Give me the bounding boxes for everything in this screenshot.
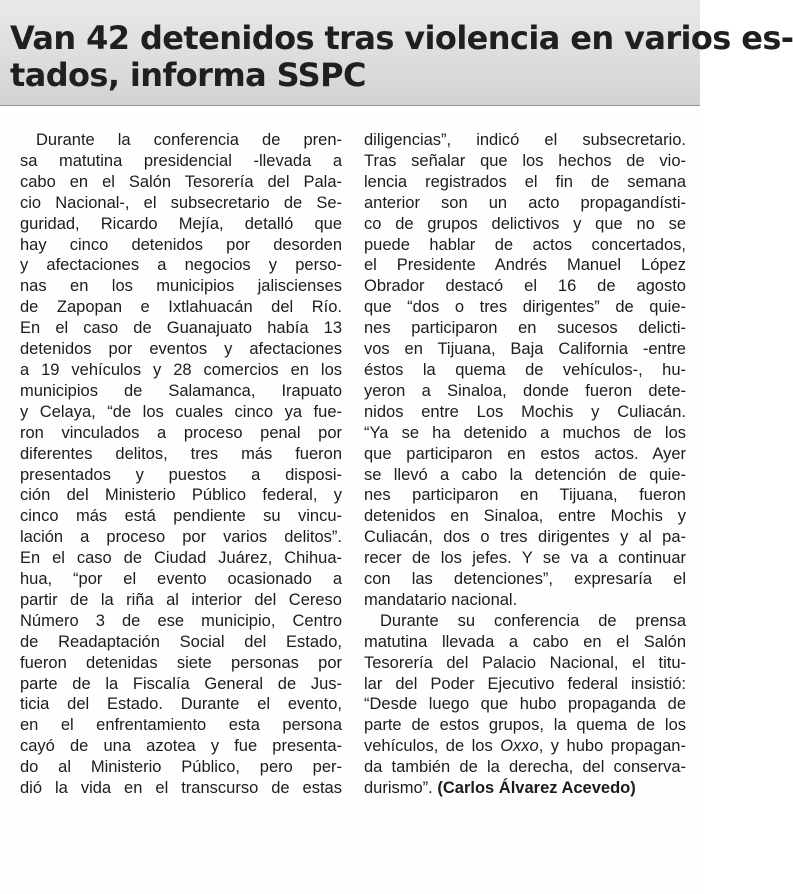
body-line: fueron detenidas siete personas por (20, 653, 342, 672)
body-line: ticia del Estado. Durante el evento, (20, 695, 342, 714)
body-line: cinco más está pendiente su vincu- (20, 507, 342, 526)
body-line: recer de los jefes. Y se va a continuar (364, 549, 686, 568)
body-line: que participaron en estos actos. Ayer (364, 444, 686, 463)
body-line: que “dos o tres dirigentes” de quie- (364, 298, 686, 317)
article-body (0, 106, 700, 894)
body-line: lación a proceso por varios delitos”. (20, 528, 342, 547)
body-line: diligencias”, indicó el subsecretario. (364, 131, 686, 149)
author-signature: (Carlos Álvarez Acevedo) (437, 779, 636, 798)
body-line: nidos entre Los Mochis y Culiacán. (364, 402, 686, 421)
body-line: ron vinculados a proceso penal por (20, 423, 342, 442)
body-line: nes participaron en sucesos delicti- (364, 319, 686, 338)
body-line: yeron a Sinaloa, donde fueron dete- (364, 381, 686, 400)
closing-text: durismo”. (364, 779, 438, 798)
body-line: matutina llevada a cabo en el Salón (364, 632, 686, 651)
body-line: municipios de Salamanca, Irapuato (20, 381, 342, 400)
body-line: Durante su conferencia de prensa (380, 611, 686, 630)
headline-line: tados, informa SSPC (10, 56, 366, 94)
body-line: en el enfrentamiento esta persona (20, 716, 342, 735)
body-line: mandatario nacional. (364, 590, 518, 609)
body-line: sa matutina presidencial -llevada a (20, 151, 342, 170)
body-line: Culiacán, dos o tres dirigentes y al pa- (364, 528, 686, 547)
body-line: anterior son un acto propagandísti- (364, 193, 686, 212)
body-line: diferentes delitos, tres más fueron (20, 444, 342, 463)
body-line: Tras señalar que los hechos de vio- (364, 151, 686, 170)
body-line: hua, “por el evento ocasionado a (20, 570, 342, 589)
body-line: nes participaron en Tijuana, fueron (364, 486, 686, 505)
body-line: En el caso de Ciudad Juárez, Chihua- (20, 549, 342, 568)
body-line: Número 3 de ese municipio, Centro (20, 611, 342, 630)
body-line: de Zapopan e Ixtlahuacán del Río. (20, 298, 342, 317)
body-line: ción del Ministerio Público federal, y (20, 486, 342, 505)
body-line: se llevó a cabo la detención de quie- (364, 465, 686, 484)
body-line: hay cinco detenidos por desorden (20, 235, 342, 254)
body-line: el Presidente Andrés Manuel López (364, 256, 686, 275)
body-line: vos en Tijuana, Baja California -entre (364, 340, 686, 359)
body-line: co de grupos delictivos y que no se (364, 214, 686, 233)
body-line: Durante la conferencia de pren- (36, 131, 342, 149)
body-line: presentados y puestos a disposi- (20, 465, 342, 484)
body-line: con las detenciones”, expresaría el (364, 570, 686, 589)
body-line: Tesorería del Palacio Nacional, el titu- (364, 653, 686, 672)
headline-line: Van 42 detenidos tras violencia en varios es- (10, 19, 793, 57)
body-line: dió la vida en el transcurso de estas (20, 779, 342, 798)
body-line: parte de estos grupos, la quema de los (364, 716, 686, 735)
body-line: cayó de una azotea y fue presenta- (20, 737, 342, 756)
body-line: Obrador destacó el 16 de agosto (364, 277, 686, 296)
body-line: de Readaptación Social del Estado, (20, 632, 342, 651)
article-headline (10, 19, 793, 94)
body-line: “Desde luego que hubo propaganda de (364, 695, 686, 714)
body-line: da también de la derecha, del conserva- (364, 758, 686, 777)
body-line: a 19 vehículos y 28 comercios en los (20, 360, 342, 379)
body-line: y Celaya, “de los cuales cinco ya fue- (20, 402, 342, 421)
body-line: cio Nacional-, el subsecretario de Se- (20, 193, 342, 212)
body-line: nas en los municipios jaliscienses (20, 277, 342, 296)
body-line: partir de la riña al interior del Cereso (20, 590, 342, 609)
left-column (20, 130, 342, 799)
closing-line (364, 778, 686, 799)
body-line: En el caso de Guanajuato había 13 (20, 319, 342, 338)
body-line: lencia registrados el fin de semana (364, 172, 686, 191)
body-line: detenidos por eventos y afectaciones (20, 340, 342, 359)
body-line: éstos la quema de vehículos-, hu- (364, 360, 686, 379)
body-line: y afectaciones a negocios y perso- (20, 256, 342, 275)
body-line: detenidos en Sinaloa, entre Mochis y (364, 507, 686, 526)
headline-banner (0, 0, 793, 106)
oxxo-line-start: vehículos, de los (364, 737, 501, 756)
body-line-oxxo (364, 736, 686, 757)
body-line: parte de la Fiscalía General de Jus- (20, 674, 342, 693)
oxxo-brand: Oxxo (500, 737, 539, 756)
body-line: guridad, Ricardo Mejía, detalló que (20, 214, 342, 233)
oxxo-line-end: , y hubo propagan- (538, 737, 686, 756)
body-line: puede hablar de actos concertados, (364, 235, 686, 254)
body-line: do al Ministerio Público, pero per- (20, 758, 342, 777)
body-line: lar del Poder Ejecutivo federal insistió: (364, 674, 686, 693)
body-line: “Ya se ha detenido a muchos de los (364, 423, 686, 442)
right-column (364, 130, 686, 799)
body-line: cabo en el Salón Tesorería del Pala- (20, 172, 342, 191)
